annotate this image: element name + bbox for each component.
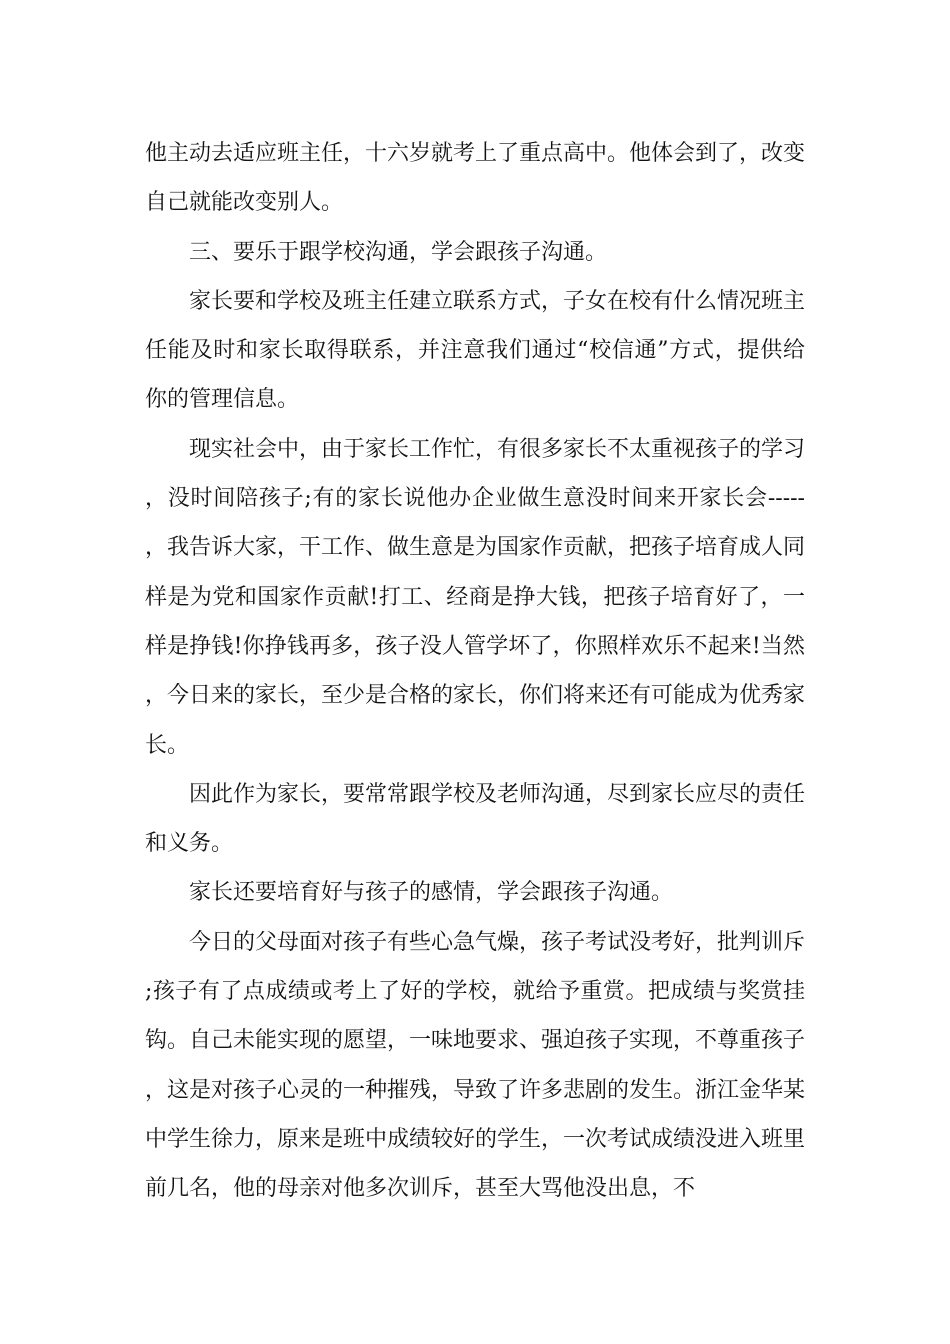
paragraph-3: 家长要和学校及班主任建立联系方式，子女在校有什么情况班主任能及时和家长取得联系，并注意我们通过“校信通”方式，提供给你的管理信息。 <box>145 288 806 413</box>
paragraph-1: 他主动去适应班主任，十六岁就考上了重点高中。他体会到了，改变自己就能改变别人。 <box>145 141 806 216</box>
paragraph-6: 家长还要培育好与孩子的感情，学会跟孩子沟通。 <box>189 880 674 906</box>
paragraph-2-section-heading: 三、要乐于跟学校沟通，学会跟孩子沟通。 <box>189 239 608 265</box>
paragraph-5: 因此作为家长，要常常跟学校及老师沟通，尽到家长应尽的责任和义务。 <box>145 781 806 857</box>
paragraph-7: 今日的父母面对孩子有些心急气燥，孩子考试没考好，批判训斥;孩子有了点成绩或考上了好的学校，就给予重赏。把成绩与奖赏挂钩。自己未能实现的愿望，一味地要求、强迫孩子实现，不尊重孩子，这是对孩子心灵的一种摧残，导致了许多悲剧的发生。浙江金华某中学生徐力，原来是班中成绩较好的学生，一次考试成绩没进入班里前几名，他的母亲对他多次训斥，甚至大骂他没出息，不 <box>145 929 806 1202</box>
document-body <box>145 129 805 1214</box>
paragraph-4: 现实社会中，由于家长工作忙，有很多家长不太重视孩子的学习，没时间陪孩子;有的家长说他办企业做生意没时间来开家长会-----，我告诉大家，干工作、做生意是为国家作贡献，把孩子培育成人同样是为党和国家作贡献!打工、经商是挣大钱，把孩子培育好了，一样是挣钱!你挣钱再多，孩子没人管学坏了，你照样欢乐不起来!当然，今日来的家长，至少是合格的家长，你们将来还有可能成为优秀家长。 <box>145 436 806 758</box>
